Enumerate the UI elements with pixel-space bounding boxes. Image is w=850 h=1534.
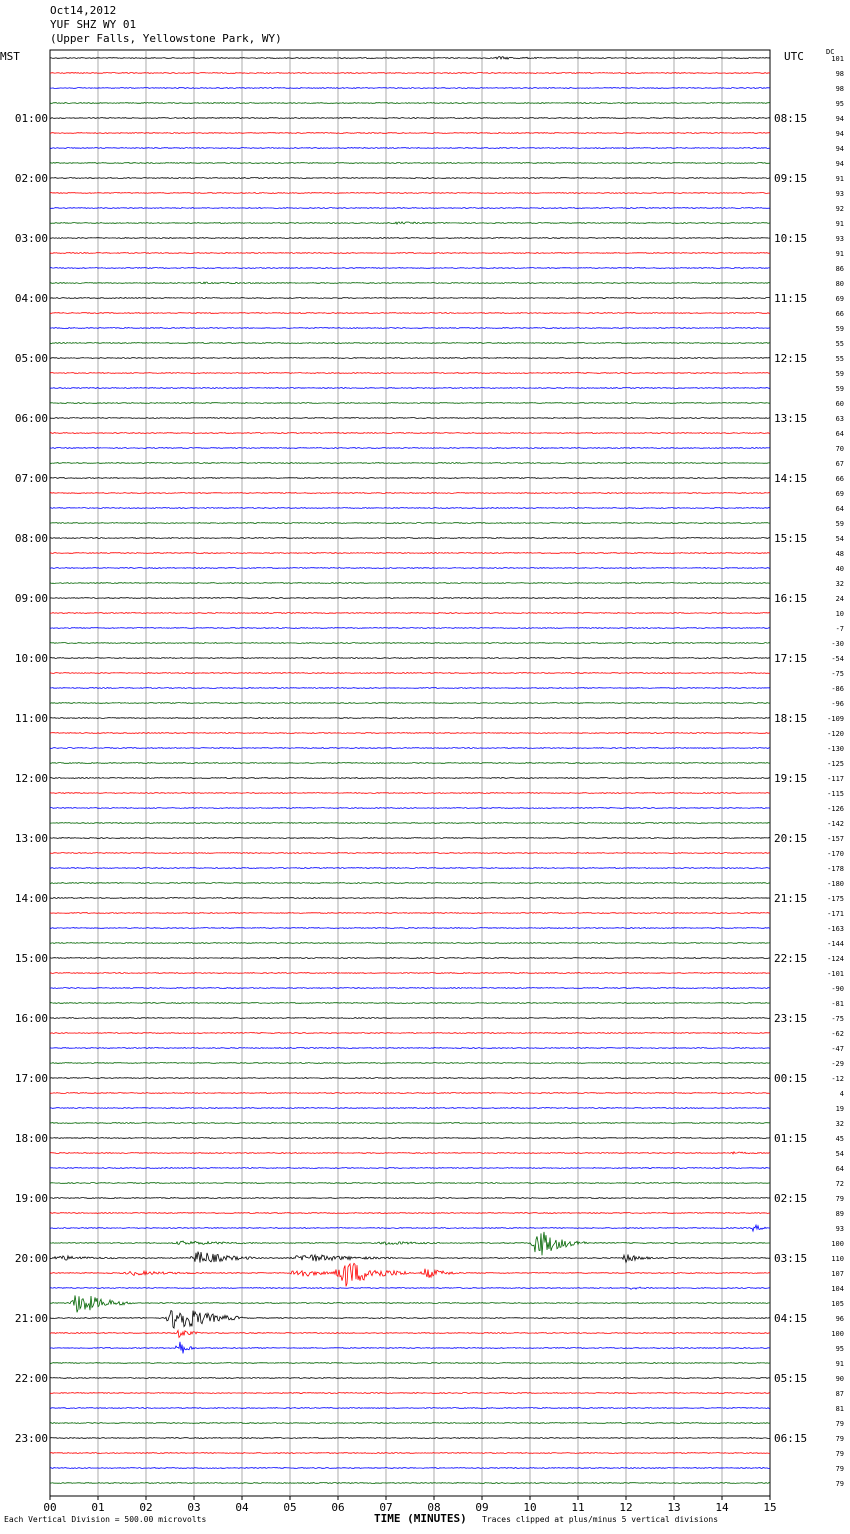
dc-offset-label: 107 bbox=[831, 1270, 844, 1278]
seismic-trace bbox=[50, 703, 770, 704]
seismic-trace bbox=[50, 568, 770, 569]
mst-hour-label: 08:00 bbox=[14, 532, 48, 545]
seismic-trace bbox=[50, 1048, 770, 1049]
utc-hour-label: 17:15 bbox=[774, 652, 808, 665]
dc-offset-label: 10 bbox=[835, 610, 844, 618]
seismic-trace bbox=[50, 1198, 770, 1199]
dc-offset-label: 81 bbox=[835, 1405, 844, 1413]
mst-hour-label: 06:00 bbox=[14, 412, 48, 425]
dc-offset-label: 19 bbox=[835, 1105, 844, 1113]
dc-offset-label: 91 bbox=[835, 220, 844, 228]
seismic-trace bbox=[50, 643, 770, 644]
utc-hour-label: 18:15 bbox=[774, 712, 808, 725]
dc-offset-label: 24 bbox=[835, 595, 844, 603]
seismic-trace bbox=[50, 358, 770, 359]
utc-hour-label: 04:15 bbox=[774, 1312, 808, 1325]
utc-hour-label: 03:15 bbox=[774, 1252, 808, 1265]
utc-hour-label: 12:15 bbox=[774, 352, 808, 365]
dc-offset-label: 91 bbox=[835, 1360, 844, 1368]
seismic-trace bbox=[50, 538, 770, 539]
mst-hour-label: 14:00 bbox=[14, 892, 48, 905]
seismic-trace bbox=[50, 958, 770, 959]
dc-offset-label: -157 bbox=[827, 835, 844, 843]
seismic-trace bbox=[50, 658, 770, 659]
dc-offset-label: -96 bbox=[831, 700, 844, 708]
seismic-trace bbox=[50, 73, 770, 74]
mst-hour-label: 21:00 bbox=[14, 1312, 48, 1325]
seismic-trace bbox=[50, 973, 770, 974]
dc-offset-label: 94 bbox=[835, 145, 844, 153]
dc-offset-label: 45 bbox=[835, 1135, 844, 1143]
dc-offset-label: 91 bbox=[835, 175, 844, 183]
dc-offset-label: -101 bbox=[827, 970, 844, 978]
seismic-trace bbox=[50, 1331, 770, 1338]
seismic-trace bbox=[50, 1093, 770, 1094]
dc-offset-label: 96 bbox=[835, 1315, 844, 1323]
seismic-trace bbox=[50, 1108, 770, 1109]
seismic-trace bbox=[50, 463, 770, 464]
seismic-trace bbox=[50, 313, 770, 314]
seismic-trace bbox=[50, 1423, 770, 1424]
dc-offset-header: DC bbox=[826, 48, 835, 56]
dc-offset-label: 93 bbox=[835, 235, 844, 243]
dc-offset-label: -163 bbox=[827, 925, 844, 933]
dc-offset-label: 48 bbox=[835, 550, 844, 558]
dc-offset-label: 94 bbox=[835, 115, 844, 123]
utc-hour-label: 11:15 bbox=[774, 292, 808, 305]
dc-offset-label: 105 bbox=[831, 1300, 844, 1308]
dc-offset-label: 101 bbox=[831, 55, 844, 63]
mst-hour-label: 12:00 bbox=[14, 772, 48, 785]
mst-hour-label: 19:00 bbox=[14, 1192, 48, 1205]
seismic-trace bbox=[50, 613, 770, 614]
x-axis-title: TIME (MINUTES) bbox=[374, 1512, 467, 1525]
seismic-trace bbox=[50, 988, 770, 989]
dc-offset-label: 94 bbox=[835, 160, 844, 168]
dc-offset-label: 55 bbox=[835, 355, 844, 363]
seismic-trace bbox=[50, 1138, 770, 1139]
dc-offset-label: 32 bbox=[835, 1120, 844, 1128]
dc-offset-label: 79 bbox=[835, 1420, 844, 1428]
seismic-trace bbox=[50, 1438, 770, 1439]
dc-offset-label: -178 bbox=[827, 865, 844, 873]
seismic-trace bbox=[50, 1232, 770, 1255]
seismic-trace bbox=[50, 88, 770, 89]
dc-offset-label: -130 bbox=[827, 745, 844, 753]
seismic-trace bbox=[50, 1123, 770, 1124]
scale-note: Each Vertical Division = 500.00 microvolts bbox=[4, 1515, 207, 1524]
seismic-trace bbox=[50, 913, 770, 914]
mst-hour-label: 11:00 bbox=[14, 712, 48, 725]
dc-offset-label: 4 bbox=[839, 1090, 844, 1098]
x-tick-label: 09 bbox=[475, 1501, 489, 1514]
mst-hour-label: 05:00 bbox=[14, 352, 48, 365]
seismic-trace bbox=[50, 1078, 770, 1079]
seismic-trace bbox=[50, 583, 770, 584]
dc-offset-label: -30 bbox=[831, 640, 844, 648]
utc-hour-label: 01:15 bbox=[774, 1132, 808, 1145]
utc-hour-label: 14:15 bbox=[774, 472, 808, 485]
dc-offset-label: 90 bbox=[835, 1375, 844, 1383]
seismic-trace bbox=[50, 838, 770, 839]
utc-hour-label: 08:15 bbox=[774, 112, 808, 125]
seismic-trace bbox=[50, 673, 770, 674]
dc-offset-label: 79 bbox=[835, 1195, 844, 1203]
dc-offset-label: 66 bbox=[835, 475, 844, 483]
dc-offset-label: 64 bbox=[835, 1165, 844, 1173]
seismic-trace bbox=[50, 1213, 770, 1214]
mst-hour-label: 01:00 bbox=[14, 112, 48, 125]
seismic-trace bbox=[50, 1033, 770, 1034]
seismic-trace bbox=[50, 133, 770, 134]
dc-offset-label: 69 bbox=[835, 295, 844, 303]
clip-note: Traces clipped at plus/minus 5 vertical divisions bbox=[482, 1515, 719, 1524]
dc-offset-label: -170 bbox=[827, 850, 844, 858]
seismic-trace bbox=[50, 718, 770, 719]
dc-offset-label: 94 bbox=[835, 130, 844, 138]
x-tick-label: 00 bbox=[43, 1501, 57, 1514]
trace-layer bbox=[50, 57, 770, 1484]
seismic-trace bbox=[50, 553, 770, 554]
mst-hour-label: 03:00 bbox=[14, 232, 48, 245]
dc-offset-label: 98 bbox=[835, 70, 844, 78]
x-tick-label: 02 bbox=[139, 1501, 153, 1514]
dc-offset-label: 110 bbox=[831, 1255, 844, 1263]
seismic-trace bbox=[50, 1152, 770, 1154]
seismic-trace bbox=[50, 193, 770, 194]
dc-offset-label: -117 bbox=[827, 775, 844, 783]
seismic-trace bbox=[50, 1408, 770, 1409]
utc-hour-label: 15:15 bbox=[774, 532, 808, 545]
dc-offset-label: 64 bbox=[835, 430, 844, 438]
dc-offset-label: 60 bbox=[835, 400, 844, 408]
seismic-trace bbox=[50, 163, 770, 164]
dc-offset-label: -124 bbox=[827, 955, 844, 963]
seismic-trace bbox=[50, 1003, 770, 1004]
seismic-trace bbox=[50, 328, 770, 329]
mst-hour-label: 04:00 bbox=[14, 292, 48, 305]
seismic-trace bbox=[50, 1287, 770, 1289]
seismic-trace bbox=[50, 868, 770, 869]
mst-hour-label: 22:00 bbox=[14, 1372, 48, 1385]
seismic-trace bbox=[50, 1225, 770, 1231]
seismic-trace bbox=[50, 1063, 770, 1064]
dc-offset-label: -175 bbox=[827, 895, 844, 903]
dc-offset-label: -29 bbox=[831, 1060, 844, 1068]
mst-hour-label: 02:00 bbox=[14, 172, 48, 185]
dc-offset-label: 89 bbox=[835, 1210, 844, 1218]
dc-offset-label: 91 bbox=[835, 250, 844, 258]
seismic-trace bbox=[50, 208, 770, 209]
seismic-trace bbox=[50, 688, 770, 689]
utc-hour-label: 20:15 bbox=[774, 832, 808, 845]
seismic-trace bbox=[50, 403, 770, 404]
seismic-trace bbox=[50, 598, 770, 599]
dc-offset-label: 70 bbox=[835, 445, 844, 453]
seismic-trace bbox=[50, 1295, 770, 1312]
utc-hour-label: 02:15 bbox=[774, 1192, 808, 1205]
dc-offset-label: -115 bbox=[827, 790, 844, 798]
dc-offset-label: 64 bbox=[835, 505, 844, 513]
utc-hour-label: 06:15 bbox=[774, 1432, 808, 1445]
utc-hour-label: 09:15 bbox=[774, 172, 808, 185]
dc-offset-label: -81 bbox=[831, 1000, 844, 1008]
dc-offset-label: -126 bbox=[827, 805, 844, 813]
seismic-trace bbox=[50, 943, 770, 944]
x-tick-label: 01 bbox=[91, 1501, 105, 1514]
dc-offset-label: 86 bbox=[835, 265, 844, 273]
dc-offset-label: 100 bbox=[831, 1240, 844, 1248]
dc-offset-label: 59 bbox=[835, 520, 844, 528]
seismic-trace bbox=[50, 1183, 770, 1184]
dc-offset-label: 66 bbox=[835, 310, 844, 318]
utc-hour-label: 22:15 bbox=[774, 952, 808, 965]
seismic-trace bbox=[50, 748, 770, 749]
dc-offset-label: -54 bbox=[831, 655, 844, 663]
x-tick-label: 10 bbox=[523, 1501, 537, 1514]
seismic-trace bbox=[50, 1311, 770, 1329]
dc-offset-label: 104 bbox=[831, 1285, 844, 1293]
seismic-trace bbox=[50, 1342, 770, 1354]
x-tick-label: 14 bbox=[715, 1501, 729, 1514]
x-tick-label: 04 bbox=[235, 1501, 249, 1514]
utc-hour-label: 16:15 bbox=[774, 592, 808, 605]
plot-frame bbox=[50, 50, 770, 1496]
seismic-trace bbox=[50, 853, 770, 854]
dc-offset-label: 79 bbox=[835, 1480, 844, 1488]
dc-offset-label: 54 bbox=[835, 1150, 844, 1158]
x-tick-label: 12 bbox=[619, 1501, 633, 1514]
seismic-trace bbox=[50, 823, 770, 824]
dc-offset-label: -62 bbox=[831, 1030, 844, 1038]
seismic-trace bbox=[50, 1363, 770, 1364]
dc-offset-label: -75 bbox=[831, 1015, 844, 1023]
seismic-trace bbox=[50, 1453, 770, 1454]
seismic-trace bbox=[50, 373, 770, 374]
seismic-trace bbox=[50, 103, 770, 104]
seismic-trace bbox=[50, 508, 770, 509]
dc-offset-label: -125 bbox=[827, 760, 844, 768]
label-layer bbox=[15, 55, 844, 1514]
utc-hour-label: 23:15 bbox=[774, 1012, 808, 1025]
x-tick-label: 08 bbox=[427, 1501, 441, 1514]
dc-offset-label: -12 bbox=[831, 1075, 844, 1083]
dc-offset-label: -47 bbox=[831, 1045, 844, 1053]
seismic-trace bbox=[50, 898, 770, 899]
seismic-trace bbox=[50, 1018, 770, 1019]
seismic-trace bbox=[50, 928, 770, 929]
x-tick-label: 13 bbox=[667, 1501, 681, 1514]
seismic-trace bbox=[50, 1393, 770, 1394]
x-tick-label: 07 bbox=[379, 1501, 393, 1514]
utc-hour-label: 05:15 bbox=[774, 1372, 808, 1385]
seismic-trace bbox=[50, 1468, 770, 1469]
dc-offset-label: 80 bbox=[835, 280, 844, 288]
x-tick-label: 15 bbox=[763, 1501, 777, 1514]
mst-hour-label: 13:00 bbox=[14, 832, 48, 845]
dc-offset-label: -171 bbox=[827, 910, 844, 918]
dc-offset-label: -86 bbox=[831, 685, 844, 693]
dc-offset-label: -75 bbox=[831, 670, 844, 678]
mst-hour-label: 09:00 bbox=[14, 592, 48, 605]
x-tick-label: 03 bbox=[187, 1501, 201, 1514]
dc-offset-label: 59 bbox=[835, 385, 844, 393]
seismic-trace bbox=[50, 298, 770, 299]
dc-offset-label: 93 bbox=[835, 190, 844, 198]
mst-hour-label: 20:00 bbox=[14, 1252, 48, 1265]
seismic-trace bbox=[50, 733, 770, 734]
seismic-trace bbox=[50, 148, 770, 149]
dc-offset-label: 55 bbox=[835, 340, 844, 348]
seismic-trace bbox=[50, 1252, 770, 1263]
seismic-trace bbox=[50, 793, 770, 794]
seismic-trace bbox=[50, 478, 770, 479]
seismic-trace bbox=[50, 57, 770, 60]
grid-layer bbox=[50, 50, 770, 1500]
chart-station: YUF SHZ WY 01 bbox=[50, 18, 137, 31]
seismic-trace bbox=[50, 493, 770, 494]
x-tick-label: 11 bbox=[571, 1501, 585, 1514]
seismic-trace bbox=[50, 628, 770, 629]
dc-offset-label: -120 bbox=[827, 730, 844, 738]
utc-hour-label: 13:15 bbox=[774, 412, 808, 425]
mst-hour-label: 23:00 bbox=[14, 1432, 48, 1445]
dc-offset-label: 79 bbox=[835, 1465, 844, 1473]
seismic-trace bbox=[50, 1263, 770, 1286]
dc-offset-label: 59 bbox=[835, 370, 844, 378]
seismic-trace bbox=[50, 238, 770, 239]
dc-offset-label: 92 bbox=[835, 205, 844, 213]
dc-offset-label: -180 bbox=[827, 880, 844, 888]
dc-offset-label: 87 bbox=[835, 1390, 844, 1398]
seismic-trace bbox=[50, 343, 770, 344]
seismic-trace bbox=[50, 222, 770, 224]
dc-offset-label: 69 bbox=[835, 490, 844, 498]
seismic-trace bbox=[50, 763, 770, 764]
seismic-trace bbox=[50, 448, 770, 449]
x-tick-label: 06 bbox=[331, 1501, 345, 1514]
mst-hour-label: 18:00 bbox=[14, 1132, 48, 1145]
seismic-trace bbox=[50, 778, 770, 779]
seismic-trace bbox=[50, 1378, 770, 1379]
dc-offset-label: 95 bbox=[835, 100, 844, 108]
utc-hour-label: 00:15 bbox=[774, 1072, 808, 1085]
dc-offset-label: 59 bbox=[835, 325, 844, 333]
seismic-trace bbox=[50, 1483, 770, 1484]
utc-hour-label: 21:15 bbox=[774, 892, 808, 905]
mst-hour-label: 17:00 bbox=[14, 1072, 48, 1085]
dc-offset-label: 32 bbox=[835, 580, 844, 588]
mst-hour-label: 16:00 bbox=[14, 1012, 48, 1025]
dc-offset-label: 79 bbox=[835, 1435, 844, 1443]
seismic-trace bbox=[50, 883, 770, 884]
dc-offset-label: 54 bbox=[835, 535, 844, 543]
dc-offset-label: -109 bbox=[827, 715, 844, 723]
dc-offset-label: -144 bbox=[827, 940, 844, 948]
seismic-trace bbox=[50, 282, 770, 284]
dc-offset-label: 79 bbox=[835, 1450, 844, 1458]
dc-offset-label: 100 bbox=[831, 1330, 844, 1338]
left-timezone-label: MST bbox=[0, 50, 20, 63]
utc-hour-label: 10:15 bbox=[774, 232, 808, 245]
chart-location: (Upper Falls, Yellowstone Park, WY) bbox=[50, 32, 282, 45]
seismic-trace bbox=[50, 268, 770, 269]
seismic-trace bbox=[50, 808, 770, 809]
dc-offset-label: 93 bbox=[835, 1225, 844, 1233]
right-timezone-label: UTC bbox=[784, 50, 804, 63]
dc-offset-label: 67 bbox=[835, 460, 844, 468]
seismic-trace bbox=[50, 523, 770, 524]
x-tick-label: 05 bbox=[283, 1501, 297, 1514]
dc-offset-label: 40 bbox=[835, 565, 844, 573]
dc-offset-label: 98 bbox=[835, 85, 844, 93]
seismic-trace bbox=[50, 388, 770, 389]
mst-hour-label: 07:00 bbox=[14, 472, 48, 485]
dc-offset-label: 95 bbox=[835, 1345, 844, 1353]
mst-hour-label: 15:00 bbox=[14, 952, 48, 965]
utc-hour-label: 19:15 bbox=[774, 772, 808, 785]
dc-offset-label: 63 bbox=[835, 415, 844, 423]
seismic-trace bbox=[50, 433, 770, 434]
seismic-trace bbox=[50, 253, 770, 254]
dc-offset-label: -142 bbox=[827, 820, 844, 828]
chart-date: Oct14,2012 bbox=[50, 4, 117, 17]
seismic-trace bbox=[50, 118, 770, 119]
dc-offset-label: 72 bbox=[835, 1180, 844, 1188]
seismic-trace bbox=[50, 178, 770, 179]
mst-hour-label: 10:00 bbox=[14, 652, 48, 665]
seismic-trace bbox=[50, 418, 770, 419]
dc-offset-label: -90 bbox=[831, 985, 844, 993]
dc-offset-label: -7 bbox=[835, 625, 844, 633]
seismic-trace bbox=[50, 1168, 770, 1169]
